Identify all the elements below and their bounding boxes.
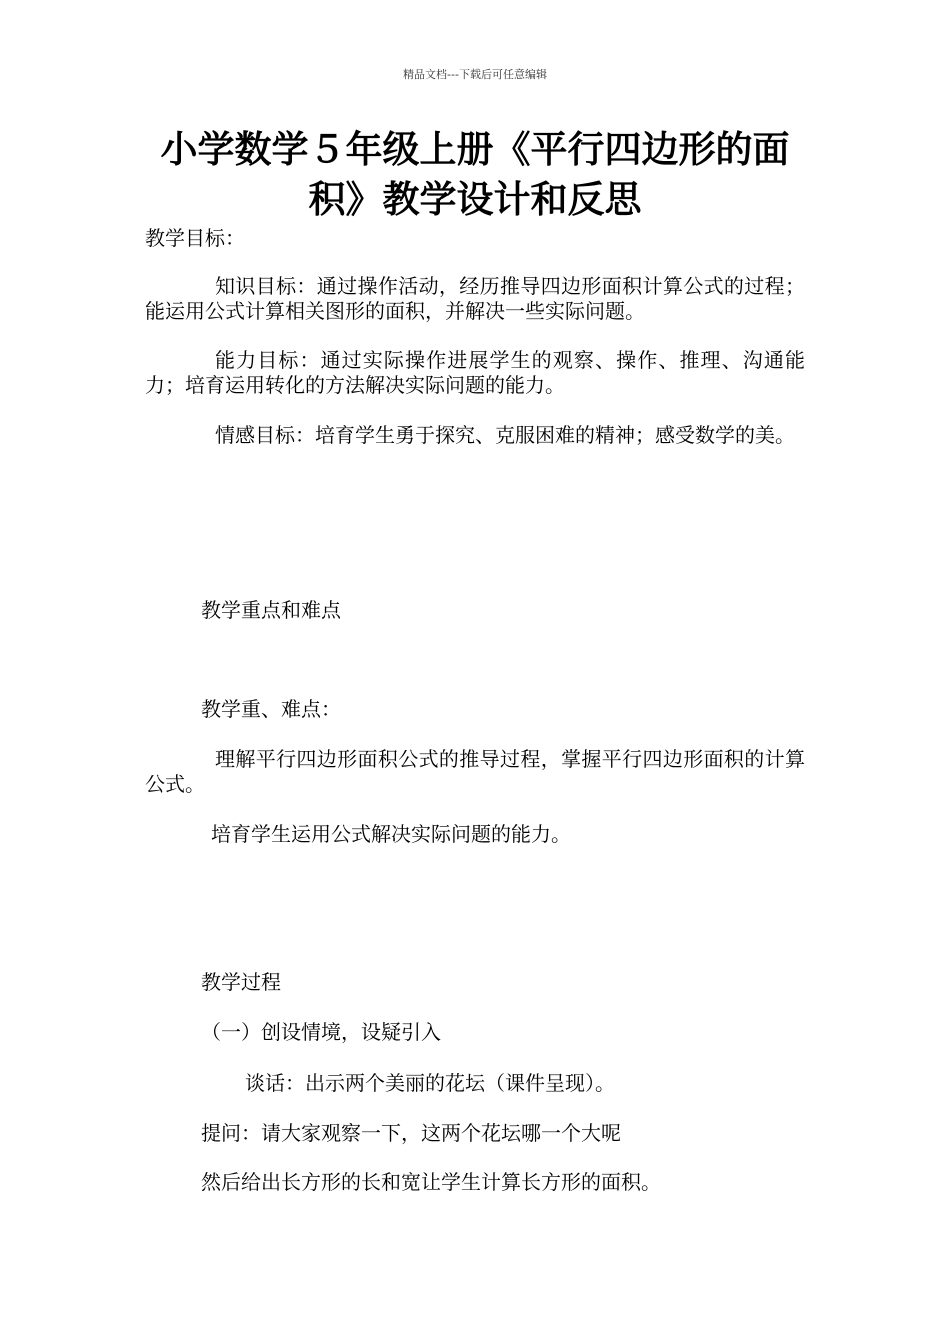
key-point-2-paragraph: 培育学生运用公式解决实际问题的能力。 [211, 822, 571, 846]
knowledge-goal-paragraph: 知识目标：通过操作活动，经历推导四边形面积计算公式的过程；能运用公式计算相关图形的面积，并解决一些实际问题。 [145, 274, 805, 323]
objectives-heading: 教学目标： [145, 226, 245, 250]
instruction-paragraph: 然后给出长方形的长和宽让学生计算长方形的面积。 [201, 1170, 661, 1194]
key-difficult-label: 教学重、难点： [201, 697, 341, 721]
document-title: 小学数学５年级上册《平行四边形的面积》教学设计和反思 [160, 127, 790, 221]
talk-paragraph: 谈话：出示两个美丽的花坛（课件呈现）。 [245, 1071, 615, 1095]
emotion-goal-paragraph: 情感目标：培育学生勇于探究、克服困难的精神；感受数学的美。 [215, 423, 795, 447]
ability-goal-paragraph: 能力目标：通过实际操作进展学生的观察、操作、推理、沟通能力；培育运用转化的方法解决实际问题的能力。 [145, 348, 805, 397]
key-points-heading: 教学重点和难点 [201, 598, 341, 622]
process-heading: 教学过程 [201, 970, 281, 994]
page-header: 精品文档---下载后可任意编辑 [403, 68, 547, 81]
key-point-1-paragraph: 理解平行四边形面积公式的推导过程，掌握平行四边形面积的计算公式。 [145, 747, 805, 796]
section-1-title: （一）创设情境，设疑引入 [201, 1020, 441, 1044]
question-paragraph: 提问：请大家观察一下，这两个花坛哪一个大呢 [201, 1121, 621, 1145]
